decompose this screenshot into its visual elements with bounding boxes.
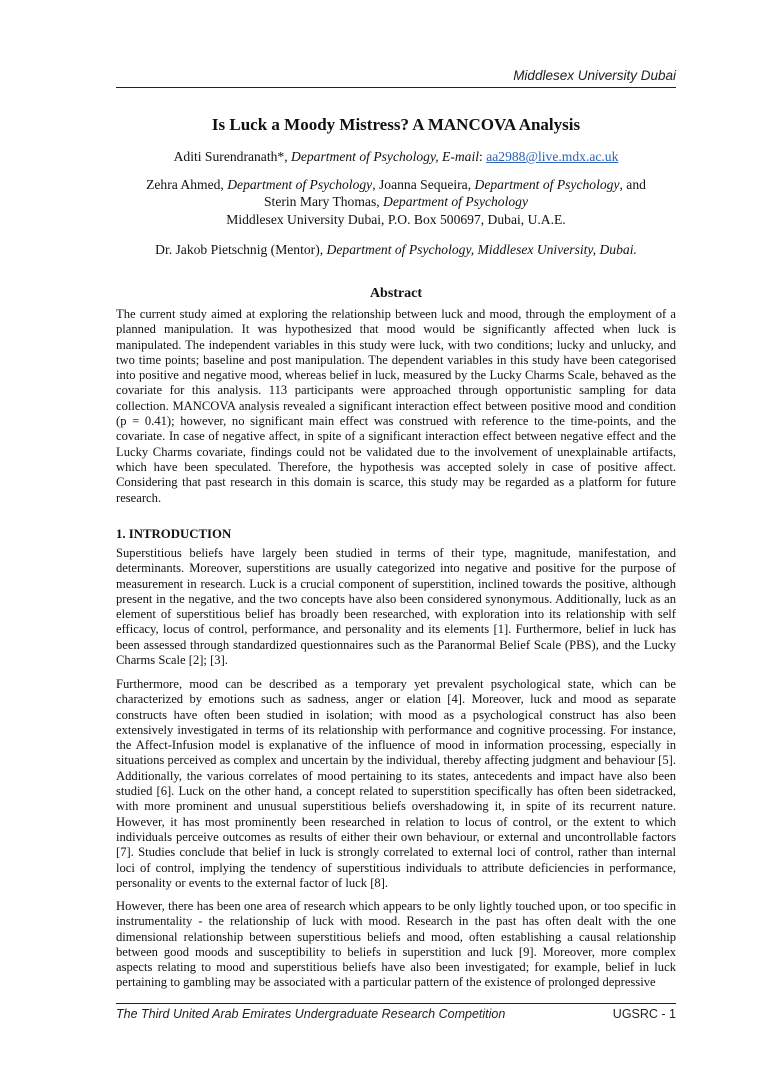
- mentor-line: [116, 241, 676, 259]
- running-header: Middlesex University Dubai: [513, 68, 676, 83]
- author-department: Department of Psychology: [291, 149, 436, 164]
- footer-competition: The Third United Arab Emirates Undergraduate Research Competition: [116, 1007, 506, 1021]
- footer-page-number: UGSRC - 1: [612, 1007, 676, 1021]
- author-name: , Joanna Sequeira,: [372, 176, 475, 192]
- introduction-paragraph-1: [116, 546, 676, 668]
- introduction-heading: 1. INTRODUCTION: [116, 527, 232, 541]
- author-address: Middlesex University Dubai, P.O. Box 500697, Dubai, U.A.E.: [226, 211, 566, 227]
- abstract-paragraph: The current study aimed at exploring the relationship between luck and mood, through the employment of a planned manipulation. It was hypothesized that mood would be significantly affected when luck is manipulated. The independent variables in this study were luck, with two conditions; lucky and unlucky, and two time points; baseline and post manipulation. The dependent variables in this study have been categorised into positive and negative mood, whereas belief in luck, measured by the Lucky Charms Scale, behaved as the covariate for this analysis. 113 participants were approached through opportunistic sampling for data collection. MANCOVA analysis revealed a significant interaction effect between positive mood and condition (p = 0.41); however, no significant main effect was construed with reference to the time-points, and the covariate. In case of negative affect, in spite of a significant interaction effect between negative effect and the Lucky Charms covariate, findings could not be validated due to the involvement of unexplainable artifacts, which have been speculated. Therefore, the hypothesis was accepted solely in case of positive affect. Considering that past research in this domain is scarce, this study may be regarded as a platform for future research.: [116, 307, 676, 505]
- email-link[interactable]: aa2988@live.mdx.ac.uk: [486, 149, 619, 164]
- author-name: Sterin Mary Thomas,: [263, 194, 384, 209]
- author-conjunction: , and: [619, 176, 646, 192]
- author-block: [116, 148, 676, 259]
- mentor-affiliation: , Department of Psychology, Middlesex University, Dubai.: [319, 242, 637, 257]
- author-department: Department of Psychology: [227, 176, 373, 192]
- footer-rule: [116, 1003, 676, 1004]
- author-name: Zehra Ahmed,: [146, 176, 228, 192]
- email-label: , E-mail: [435, 149, 480, 164]
- email-colon: :: [479, 149, 487, 164]
- introduction-paragraph-2: [116, 677, 676, 891]
- paragraph-text: Superstitious beliefs have largely been studied in terms of their type, magnitude, manifestation, and determinants. Moreover, superstitions are usually categorized into negative and positive for the purpose of measurement in research. Luck is a crucial component of superstition, inclined towards the positive, although present in the negative, and the two concepts have also been considered synonymous. Additionally, luck as an element of superstitious belief has broadly been researched, with exploration into its relationship with self efficacy, locus of control, performance, and personality and its elements [1]. Furthermore, belief in luck has been assessed through standardized questionnaires such as the Paranormal Belief Scale (PBS), and the Lucky Charms Scale [2]; [3].: [116, 546, 676, 668]
- author-line-1: [116, 148, 676, 166]
- author-department: Department of Psychology: [474, 176, 620, 192]
- paragraph-text: Furthermore, mood can be described as a temporary yet prevalent psychological state, which can be characterized by emotions such as sadness, anger or elation [4]. Moreover, luck and mood as separate constructs have often been studied in isolation; with mood as a psychological construct has also been extensively investigated in terms of its relationship with performance and cognitive processing. For instance, the Affect-Infusion model is explanative of the influence of mood in information processing, especially in situations perceived as complex and uncertain by the individual, thereby affecting judgment and behaviour [5]. Additionally, the various correlates of mood pertaining to its states, antecedents and impact have also been studied [6]. Luck on the other hand, a concept related to superstition specifically has often been sidetracked, with more prominent and unusual superstitious beliefs overshadowing it, in spite of its recurrent nature. However, it has most prominently been researched in relation to locus of control, or the extent to which individuals perceive outcomes as results of either their own behaviour, or external and uncontrollable factors [7]. Studies conclude that belief in luck is strongly correlated to external loci of control, rather than internal loci of control, implying the tendency of superstitious individuals to attribute deficiencies in performance, personality or events to the external factor of luck [8].: [116, 677, 676, 890]
- author-name: Aditi Surendranath*,: [173, 149, 292, 164]
- header-rule: [116, 87, 676, 88]
- author-department: Department of Psychology: [383, 194, 529, 209]
- introduction-paragraph-3: [116, 899, 676, 991]
- mentor-name: Dr. Jakob Pietschnig (Mentor): [155, 242, 320, 257]
- paper-title: Is Luck a Moody Mistress? A MANCOVA Analysis: [211, 115, 581, 134]
- paragraph-text: However, there has been one area of research which appears to be only lightly touched upon, or too specific in instrumentality - the relationship of luck with mood. Research in the past has often dealt with the one dimensional relationship between superstitious beliefs and mood, often establishing a causal relationship between good moods and susceptibility to beliefs in superstition and luck [9]. Moreover, more complex aspects relating to mood and superstitious beliefs have also been investigated; for example, belief in luck pertaining to gambling may be associated with a particular pattern of the existence of prolonged depressive: [116, 899, 676, 990]
- abstract-heading: Abstract: [369, 286, 423, 301]
- author-line-2: [116, 176, 676, 194]
- author-line-3: [116, 193, 676, 211]
- abstract-text: [116, 307, 676, 506]
